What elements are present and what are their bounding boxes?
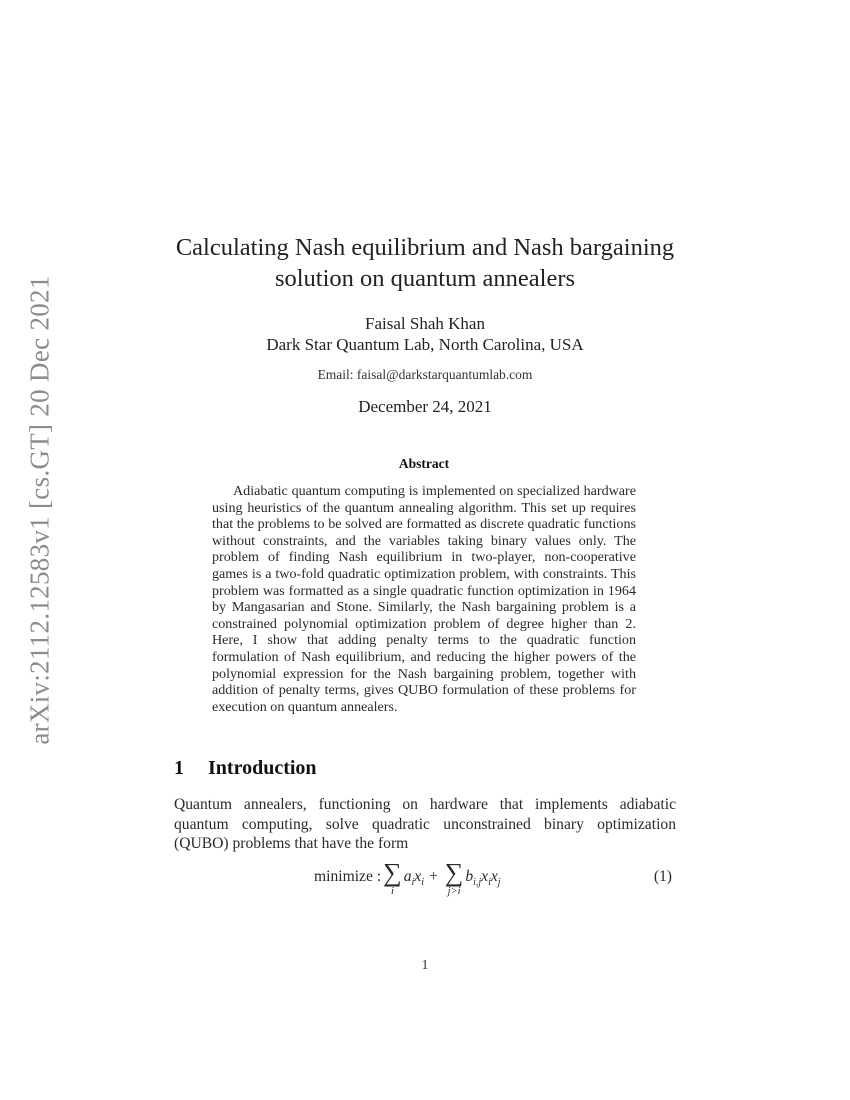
- sigma-icon: ∑: [444, 858, 464, 887]
- introduction-paragraph: Quantum annealers, functioning on hardware that implements adiabatic quantum computing, solve quadratic unconstrained binary optimization (QUBO) problems that have the form: [174, 796, 676, 852]
- equation-label: minimize :: [314, 868, 382, 885]
- sigma-icon: ∑: [383, 858, 402, 887]
- author-name: Faisal Shah Khan: [365, 314, 485, 333]
- summation-2-index: j>i: [447, 886, 461, 897]
- page-number: 1: [421, 958, 429, 973]
- section-number: 1: [174, 757, 184, 779]
- section-heading-introduction: [174, 757, 317, 780]
- quadratic-term: $b_{i,j}x_ix_j$: [465, 868, 501, 889]
- equation-1: [174, 860, 676, 910]
- author-email: Email: faisal@darkstarquantumlab.com: [317, 367, 533, 382]
- summation-1: [383, 860, 402, 898]
- arxiv-identifier-stamp: arXiv:2112.12583v1 [cs.GT] 20 Dec 2021: [24, 275, 55, 745]
- title-line-2: solution on quantum annealers: [274, 265, 576, 292]
- section-title: Introduction: [208, 757, 317, 779]
- summation-1-index: i: [390, 886, 394, 897]
- summation-2: [445, 860, 464, 898]
- title-line-1: Calculating Nash equilibrium and Nash bargaining: [175, 234, 675, 261]
- paper-title: [170, 232, 680, 294]
- author-block: [170, 313, 680, 355]
- abstract-heading: Abstract: [398, 456, 450, 471]
- abstract-text: Adiabatic quantum computing is implemented on specialized hardware using heuristics of the quantum annealing algorithm. This set up requires that the problems to be solved are formatted as discrete quadratic functions without constraints, and the variables taking binary values only. The problem of finding Nash equilibrium in two-player, non-cooperative games is a two-fold quadratic optimization problem, with constraints. This problem was formatted as a single quadratic function optimization in 1964 by Mangasarian and Stone. Similarly, the Nash bargaining problem is a constrained polynomial optimization problem of degree higher than 2. Here, I show that adding penalty terms to the quadratic function formulation of Nash equilibrium, and reducing the higher powers of the polynomial expression for the Nash bargaining problem, together with addition of penalty terms, gives QUBO formulation of these problems for execution on quantum annealers.: [212, 483, 636, 715]
- author-affiliation: Dark Star Quantum Lab, North Carolina, USA: [266, 335, 584, 354]
- plus-sign: +: [428, 868, 438, 885]
- equation-number: (1): [653, 868, 672, 885]
- paper-date: December 24, 2021: [358, 397, 492, 416]
- linear-term: $a_ix_i$: [403, 868, 424, 889]
